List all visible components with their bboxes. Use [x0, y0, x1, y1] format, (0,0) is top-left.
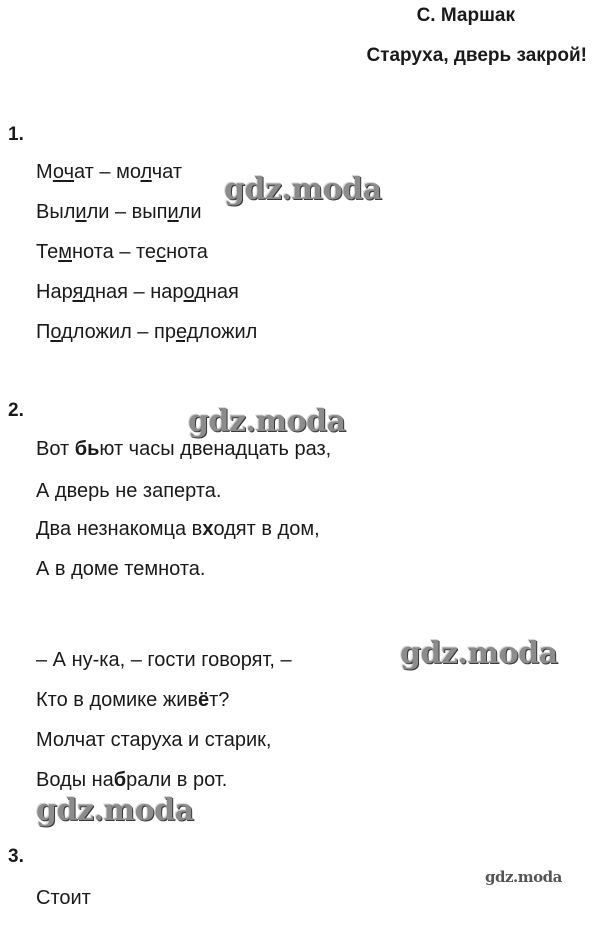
text-part: Стоит — [36, 887, 91, 909]
text-part: ат – мо — [74, 161, 141, 183]
bold-letters: х — [202, 518, 214, 540]
text-part: Вот — [36, 438, 75, 460]
underlined-letters: с — [156, 241, 167, 263]
bold-letters: ё — [198, 689, 210, 711]
watermark: gdz.moda — [400, 636, 558, 671]
watermark: gdz.moda — [188, 404, 346, 439]
underlined-letters: и — [167, 201, 179, 223]
text-part: Те — [36, 241, 59, 263]
text-part: Нар — [36, 281, 73, 303]
section-number-3: 3. — [8, 846, 24, 867]
text-part: дная — [194, 281, 239, 303]
text-part: дложил – пр — [61, 321, 176, 343]
text-part: нота — [166, 241, 208, 263]
word-pair-line — [36, 200, 202, 224]
author-name: С. Маршак — [416, 5, 515, 26]
poem-line — [36, 728, 271, 752]
text-part: чат — [151, 161, 183, 183]
text-part: ложил — [198, 321, 258, 343]
poem-line — [36, 517, 320, 541]
text-part: рали в рот. — [126, 769, 228, 791]
word-pair-line — [36, 320, 257, 344]
text-part: ют часы двенадцать раз, — [99, 438, 332, 460]
poem-line — [36, 557, 205, 581]
bold-letters: б — [113, 769, 127, 791]
text-part: А дверь не заперта. — [36, 480, 222, 502]
bold-letters: бь — [74, 438, 100, 460]
text-part: ли — [178, 201, 202, 223]
text-part: Кто в домике жив — [36, 689, 198, 711]
text-part: П — [36, 321, 51, 343]
underlined-letters: о — [50, 321, 62, 343]
poem-line — [36, 437, 331, 461]
underlined-letters: о — [183, 281, 195, 303]
watermark: gdz.moda — [36, 793, 194, 828]
word-pair-line — [36, 160, 182, 184]
underlined-letters: ед — [175, 321, 199, 343]
watermark: gdz.moda — [224, 172, 382, 207]
poem-line — [36, 688, 229, 712]
text-part: Выл — [36, 201, 76, 223]
word-pair-line — [36, 240, 208, 264]
text-part: Два незнакомца в — [36, 518, 203, 540]
text-part: нота – те — [71, 241, 157, 263]
text-part: М — [36, 161, 53, 183]
text-part: дная – нар — [83, 281, 184, 303]
underlined-letters: и — [75, 201, 87, 223]
poem-title: Старуха, дверь закрой! — [366, 45, 587, 66]
text-part: т? — [209, 689, 230, 711]
watermark: gdz.moda — [485, 868, 562, 886]
text-part: одят в дом, — [213, 518, 320, 540]
poem-line — [36, 768, 227, 792]
underlined-letters: оч — [52, 161, 74, 183]
section-number-2: 2. — [8, 400, 24, 421]
text-part: – А ну-ка, – гости говорят, – — [36, 649, 292, 671]
poem-line — [36, 886, 91, 910]
section-number-1: 1. — [8, 124, 24, 145]
text-part: А в доме темнота. — [36, 558, 206, 580]
underlined-letters: я — [72, 281, 84, 303]
poem-line — [36, 479, 221, 503]
poem-line — [36, 648, 292, 672]
text-part: ли – вып — [86, 201, 168, 223]
text-part: Молчат старуха и старик, — [36, 729, 272, 751]
underlined-letters: м — [58, 241, 72, 263]
text-part: Воды на — [36, 769, 114, 791]
word-pair-line — [36, 280, 239, 304]
underlined-letters: л — [140, 161, 152, 183]
